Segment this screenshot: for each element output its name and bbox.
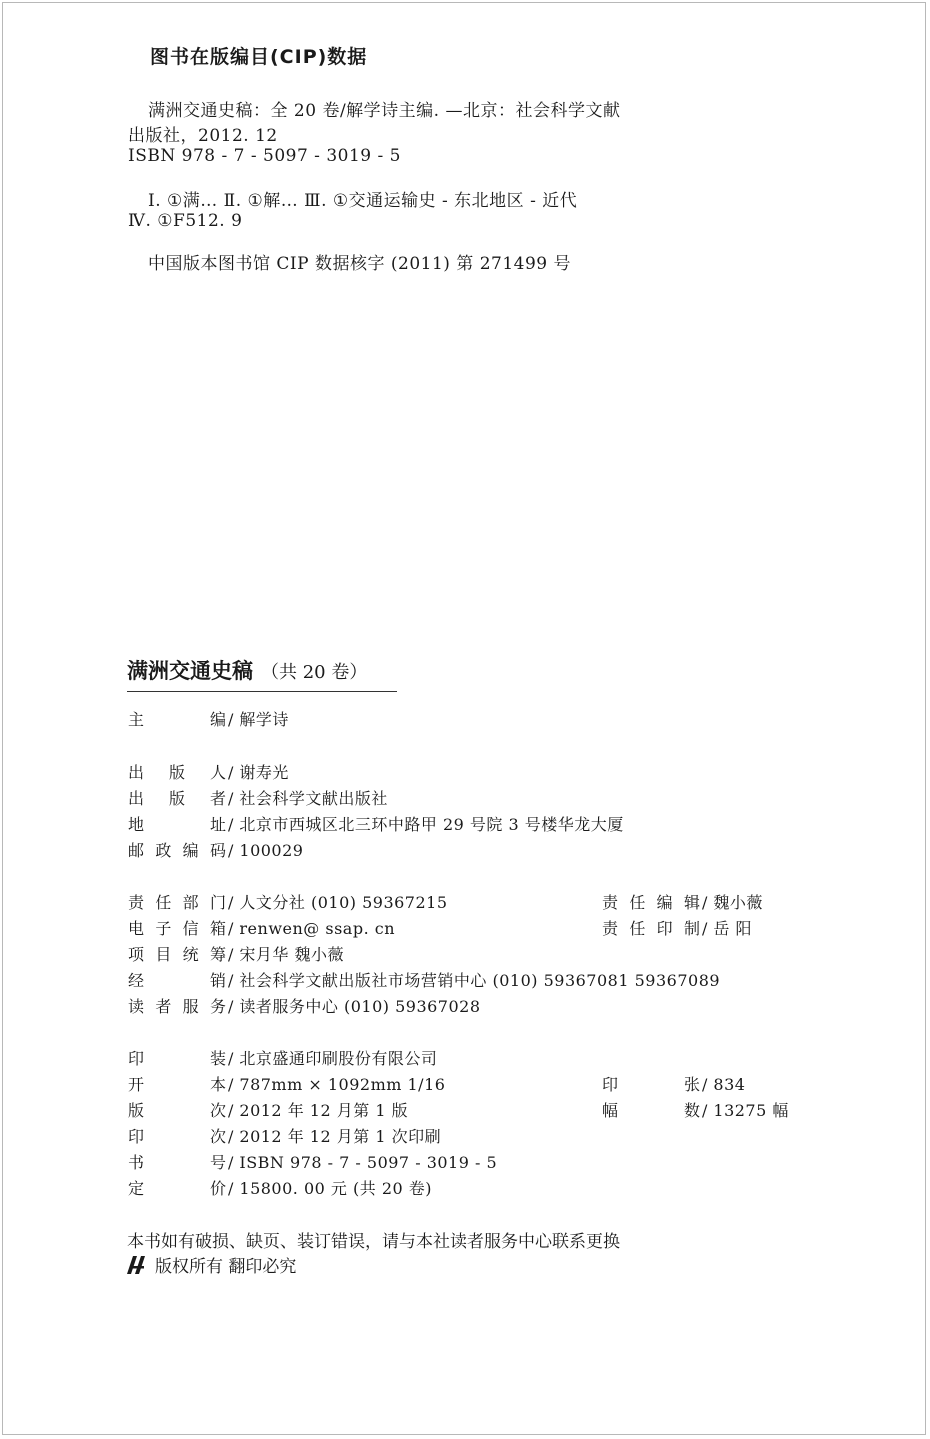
separator: / [702,1101,708,1120]
label-postcode: 邮政编码 [128,841,226,860]
copyright-line [127,1252,296,1277]
separator: / [228,893,234,912]
separator: / [228,815,234,834]
row-printing [128,1046,437,1069]
cip-heading: 图书在版编目(CIP)数据 [150,46,368,68]
label-format: 开本 [128,1075,226,1094]
separator: / [228,710,234,729]
separator: / [228,1101,234,1120]
value-plates: 13275 幅 [713,1101,789,1120]
label-editor: 主编 [128,710,226,729]
row-impression [128,1124,441,1147]
row-dept [128,890,448,913]
book-subtitle: （共 20 卷） [261,662,368,683]
separator: / [702,893,708,912]
row-address [128,812,624,835]
separator: / [228,997,234,1016]
label-reader-service: 读者服务 [128,997,226,1016]
label-publisher: 出版者 [128,789,226,808]
row-publisher [128,786,388,809]
label-price: 定价 [128,1179,226,1198]
row-email [128,916,395,939]
value-dept: 人文分社 (010) 59367215 [239,893,448,912]
label-publisher-person: 出版人 [128,763,226,782]
separator: / [228,763,234,782]
separator: / [228,1049,234,1068]
value-sheets: 834 [713,1075,746,1094]
label-address: 地址 [128,815,226,834]
rights-text: 版权所有 翻印必究 [155,1257,297,1277]
separator: / [228,945,234,964]
damage-notice: 本书如有破损、缺页、装订错误，请与本社读者服务中心联系更换 [127,1232,620,1252]
value-reader-service: 读者服务中心 (010) 59367028 [239,997,481,1016]
label-plates: 幅数 [602,1101,700,1120]
value-format: 787mm × 1092mm 1/16 [239,1075,446,1094]
cip-line-4: Ⅰ. ①满… Ⅱ. ①解… Ⅲ. ①交通运输史 - 东北地区 - 近代 [148,191,578,211]
value-distribution: 社会科学文献出版社市场营销中心 (010) 59367081 59367089 [239,971,721,990]
book-title-block [127,655,397,692]
value-printing: 北京盛通印刷股份有限公司 [239,1049,438,1068]
value-isbn: ISBN 978 - 7 - 5097 - 3019 - 5 [239,1153,498,1172]
row-plates [602,1098,789,1121]
value-resp-editor: 魏小薇 [713,893,763,912]
row-postcode [128,838,303,861]
label-impression: 印次 [128,1127,226,1146]
label-edition: 版次 [128,1101,226,1120]
separator: / [228,1153,234,1172]
separator: / [228,1179,234,1198]
label-sheets: 印张 [602,1075,700,1094]
row-reader-service [128,994,481,1017]
row-resp-editor [602,890,763,913]
cip-line-1: 满洲交通史稿：全 20 卷/解学诗主编. —北京：社会科学文献 [148,101,621,121]
label-printing: 印装 [128,1049,226,1068]
book-title: 满洲交通史稿 [127,659,253,683]
row-editor [128,707,289,730]
cip-line-3: ISBN 978 - 7 - 5097 - 3019 - 5 [128,146,401,166]
label-dept: 责任部门 [128,893,226,912]
separator: / [228,971,234,990]
ssap-logo-icon [127,1256,147,1274]
separator: / [702,1075,708,1094]
value-coordinator: 宋月华 魏小薇 [239,945,344,964]
value-publisher: 社会科学文献出版社 [239,789,388,808]
value-postcode: 100029 [239,841,304,860]
row-price [128,1176,432,1199]
value-resp-print: 岳 阳 [713,919,752,938]
value-email: renwen@ ssap. cn [239,919,396,938]
row-resp-print [602,916,752,939]
row-distribution [128,968,720,991]
row-format [128,1072,445,1095]
separator: / [228,841,234,860]
value-edition: 2012 年 12 月第 1 版 [239,1101,409,1120]
row-publisher-person [128,760,289,783]
separator: / [228,919,234,938]
row-edition [128,1098,408,1121]
value-publisher-person: 谢寿光 [239,763,289,782]
cip-line-5: Ⅳ. ①F512. 9 [128,211,243,231]
label-isbn: 书号 [128,1153,226,1172]
value-editor: 解学诗 [239,710,289,729]
row-sheets [602,1072,745,1095]
row-isbn [128,1150,497,1173]
value-address: 北京市西城区北三环中路甲 29 号院 3 号楼华龙大厦 [239,815,624,834]
label-distribution: 经销 [128,971,226,990]
cip-line-6: 中国版本图书馆 CIP 数据核字 (2011) 第 271499 号 [148,254,572,274]
label-coordinator: 项目统筹 [128,945,226,964]
row-coordinator [128,942,344,965]
value-impression: 2012 年 12 月第 1 次印刷 [239,1127,442,1146]
separator: / [228,789,234,808]
label-resp-print: 责任印制 [602,919,700,938]
label-email: 电子信箱 [128,919,226,938]
separator: / [228,1075,234,1094]
separator: / [228,1127,234,1146]
label-resp-editor: 责任编辑 [602,893,700,912]
value-price: 15800. 00 元 (共 20 卷) [239,1179,433,1198]
separator: / [702,919,708,938]
cip-line-2: 出版社，2012. 12 [128,126,278,146]
